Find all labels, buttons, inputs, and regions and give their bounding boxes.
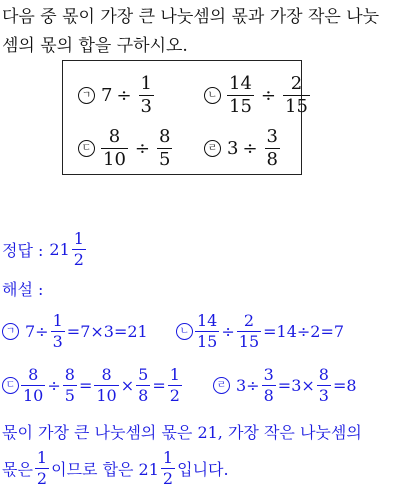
option-b-fraction-2 — [283, 74, 310, 117]
option-b — [204, 70, 313, 120]
fraction — [21, 366, 45, 404]
numerator: 8 — [64, 364, 75, 384]
numerator: 1 — [162, 447, 174, 467]
numerator: 1 — [52, 310, 63, 330]
expr-text: = — [152, 375, 166, 395]
denominator: 15 — [197, 331, 218, 351]
numerator: 3 — [263, 364, 274, 384]
fraction — [94, 366, 118, 404]
explanation-c-marker: ㄷ — [2, 377, 19, 394]
question-line-1: 다음 중 몫이 가장 큰 나눗셈의 몫과 가장 작은 나눗 — [2, 7, 380, 27]
explanation-d-marker: ㄹ — [213, 377, 230, 394]
answer-whole: 21 — [49, 239, 70, 259]
denominator: 10 — [23, 385, 44, 405]
denominator: 8 — [263, 385, 274, 405]
option-b-fraction-1 — [227, 74, 254, 117]
option-c-op: ÷ — [134, 137, 150, 159]
denominator: 15 — [285, 95, 308, 117]
answer-fraction — [72, 230, 86, 268]
explanation-line-c — [2, 362, 184, 408]
denominator: 2 — [169, 385, 180, 405]
numerator: 1 — [36, 447, 48, 467]
expr-text: ÷ — [47, 375, 61, 395]
option-d-fraction — [265, 127, 280, 170]
fraction — [35, 449, 49, 487]
option-c-fraction-1 — [101, 127, 128, 170]
fraction — [136, 366, 150, 404]
conclusion-line-2 — [2, 446, 229, 490]
explanation-line-a — [2, 308, 148, 354]
expr-text: 3÷ — [236, 375, 260, 395]
question-line-2: 셈의 몫의 합을 구하시오. — [2, 36, 188, 56]
numerator: 1 — [73, 228, 84, 248]
denominator: 5 — [64, 385, 75, 405]
denominator: 2 — [162, 468, 174, 488]
expr-text: × — [120, 375, 135, 395]
numerator: 8 — [159, 125, 171, 147]
option-c-fraction-2 — [157, 127, 172, 170]
option-a-op: ÷ — [116, 84, 132, 106]
conclusion-text: 몫은 — [2, 459, 33, 479]
expr-text: =14÷2=7 — [263, 321, 345, 341]
numerator: 14 — [197, 310, 218, 330]
numerator: 5 — [138, 364, 149, 384]
option-d-op: ÷ — [242, 137, 258, 159]
denominator: 2 — [36, 468, 48, 488]
conclusion-text: 이므로 합은 21 — [51, 459, 159, 479]
option-a — [78, 70, 157, 120]
numerator: 8 — [101, 364, 112, 384]
numerator: 8 — [318, 364, 329, 384]
expr-text: ÷ — [221, 321, 235, 341]
fraction — [63, 366, 77, 404]
option-d-marker: ㄹ — [204, 140, 221, 157]
option-a-whole: 7 — [101, 84, 113, 106]
numerator: 1 — [169, 364, 180, 384]
numerator: 14 — [229, 72, 252, 94]
numerator: 8 — [28, 364, 39, 384]
fraction — [237, 312, 261, 350]
option-b-marker: ㄴ — [204, 87, 221, 104]
explanation-line-b — [176, 308, 344, 354]
explanation-a-marker: ㄱ — [2, 323, 19, 340]
denominator: 3 — [140, 95, 152, 117]
denominator: 10 — [96, 385, 117, 405]
denominator: 15 — [229, 95, 252, 117]
option-b-op: ÷ — [260, 84, 276, 106]
numerator: 1 — [140, 72, 152, 94]
option-d-whole: 3 — [227, 137, 239, 159]
answer-label: 정답 : — [2, 240, 44, 260]
expr-text: =7×3=21 — [66, 321, 148, 341]
option-a-fraction — [139, 74, 154, 117]
fraction — [168, 366, 182, 404]
denominator: 3 — [52, 331, 63, 351]
denominator: 10 — [103, 148, 126, 170]
numerator: 3 — [266, 125, 278, 147]
option-d — [204, 123, 283, 173]
option-c — [78, 123, 175, 173]
denominator: 2 — [73, 249, 84, 269]
explanation-b-marker: ㄴ — [176, 323, 193, 340]
expr-text: =3× — [277, 375, 315, 395]
fraction — [161, 449, 175, 487]
fraction — [317, 366, 331, 404]
expr-text: =8 — [332, 375, 357, 395]
denominator: 3 — [318, 385, 329, 405]
option-c-marker: ㄷ — [78, 140, 95, 157]
fraction — [195, 312, 219, 350]
denominator: 5 — [159, 148, 171, 170]
answer — [2, 226, 88, 272]
fraction — [262, 366, 276, 404]
denominator: 8 — [266, 148, 278, 170]
denominator: 8 — [138, 385, 149, 405]
option-a-marker: ㄱ — [78, 87, 95, 104]
numerator: 2 — [290, 72, 303, 94]
fraction — [51, 312, 65, 350]
numerator: 2 — [243, 310, 255, 330]
conclusion-text: 입니다. — [177, 459, 229, 479]
numerator: 8 — [108, 125, 121, 147]
expr-text: = — [78, 375, 93, 395]
denominator: 15 — [238, 331, 260, 351]
explanation-label: 해설 : — [2, 280, 44, 299]
conclusion-line-1: 몫이 가장 큰 나눗셈의 몫은 21, 가장 작은 나눗셈의 — [2, 423, 362, 442]
explanation-line-d — [213, 362, 357, 408]
expr-text: 7÷ — [25, 321, 49, 341]
